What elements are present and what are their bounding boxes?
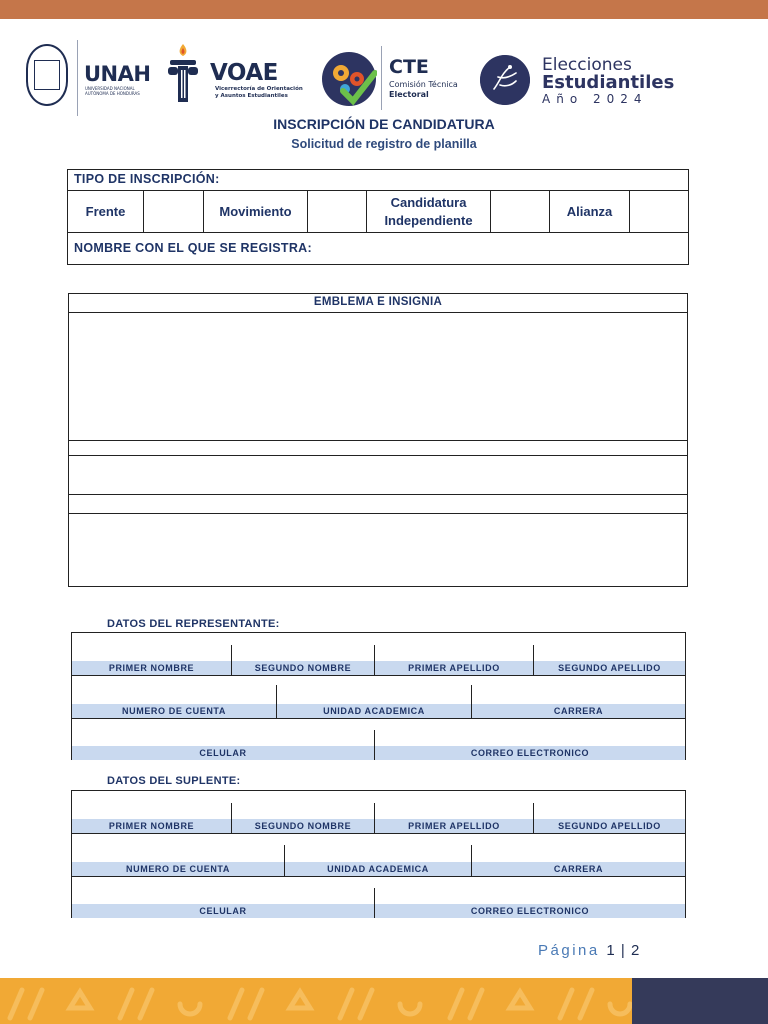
cte-logo-text: CTE: [389, 56, 429, 78]
segundo-apellido-label: SEGUNDO APELLIDO: [534, 819, 685, 833]
option-independiente-checkbox[interactable]: [491, 191, 550, 232]
emblema-image-area[interactable]: [69, 314, 687, 440]
option-frente-label: Frente: [68, 191, 144, 232]
numero-cuenta-label: NUMERO DE CUENTA: [72, 862, 284, 876]
option-movimiento-label: Movimiento: [204, 191, 308, 232]
unah-seal-logo: [26, 44, 68, 106]
page-current: 1 | 2: [606, 942, 641, 959]
header-logos: [0, 36, 768, 122]
voae-subtitle-line1: Vicerrectoría de Orientación: [215, 86, 303, 92]
emblema-field[interactable]: [69, 456, 687, 494]
elecciones-line2: Estudiantiles: [542, 72, 675, 93]
option-alianza-label: Alianza: [550, 191, 630, 232]
carrera-label: CARRERA: [472, 704, 685, 718]
cte-subtitle-line1: Comisión Técnica: [389, 80, 458, 89]
page-number: [538, 942, 640, 959]
footer-band: [0, 978, 768, 1024]
unidad-academica-label: UNIDAD ACADEMICA: [285, 862, 471, 876]
suplente-grid: [71, 790, 686, 918]
numero-cuenta-label: NUMERO DE CUENTA: [72, 704, 276, 718]
independiente-line1: Candidatura: [390, 194, 467, 210]
tipo-heading: TIPO DE INSCRIPCIÓN:: [68, 170, 688, 191]
insignia-field[interactable]: [69, 514, 687, 586]
cte-gears-logo: [321, 51, 377, 107]
divider: [72, 876, 685, 877]
tipo-options-row: [68, 191, 688, 233]
primer-nombre-label: PRIMER NOMBRE: [72, 661, 231, 675]
elecciones-year: Año 2024: [542, 92, 648, 106]
cte-logo-subtitle: [389, 80, 458, 99]
document-subtitle: Solicitud de registro de planilla: [291, 137, 477, 151]
elecciones-logo: [480, 55, 530, 105]
primer-apellido-label: PRIMER APELLIDO: [375, 661, 533, 675]
emblema-heading: EMBLEMA E INSIGNIA: [69, 294, 687, 313]
footer-navy-block: [632, 978, 768, 1024]
divider: [69, 440, 687, 441]
primer-apellido-label: PRIMER APELLIDO: [375, 819, 533, 833]
divider: [72, 833, 685, 834]
page-label: Página: [538, 942, 600, 959]
representante-heading: DATOS DEL REPRESENTANTE:: [107, 618, 280, 630]
elecciones-line1: Elecciones: [542, 55, 632, 75]
tipo-inscripcion-table: [67, 169, 689, 265]
representante-grid: [71, 632, 686, 760]
correo-label: CORREO ELECTRONICO: [375, 904, 685, 918]
option-movimiento-checkbox[interactable]: [308, 191, 367, 232]
segundo-nombre-label: SEGUNDO NOMBRE: [232, 819, 374, 833]
nombre-registro-field[interactable]: NOMBRE CON EL QUE SE REGISTRA:: [74, 241, 312, 255]
emblema-table: [68, 293, 688, 587]
voae-logo-subtitle: [215, 86, 305, 99]
top-accent-bar: [0, 0, 768, 19]
celular-label: CELULAR: [72, 746, 374, 760]
divider: [72, 718, 685, 719]
voae-subtitle-line2: y Asuntos Estudiantiles: [215, 92, 288, 99]
unah-logo-text: UNAH: [84, 62, 151, 86]
cte-subtitle-line2: Electoral: [389, 89, 429, 99]
divider: [381, 46, 382, 110]
option-alianza-checkbox[interactable]: [630, 191, 688, 232]
document-title: INSCRIPCIÓN DE CANDIDATURA: [273, 116, 495, 132]
unidad-academica-label: UNIDAD ACADEMICA: [277, 704, 471, 718]
primer-nombre-label: PRIMER NOMBRE: [72, 819, 231, 833]
divider: [77, 40, 78, 116]
correo-label: CORREO ELECTRONICO: [375, 746, 685, 760]
voae-torch-logo: [166, 42, 200, 106]
divider: [69, 494, 687, 495]
option-independiente-label: [367, 191, 491, 232]
voae-logo-text: VOAE: [210, 60, 278, 86]
divider: [72, 675, 685, 676]
independiente-line2: Independiente: [384, 212, 473, 228]
segundo-apellido-label: SEGUNDO APELLIDO: [534, 661, 685, 675]
celular-label: CELULAR: [72, 904, 374, 918]
footer-pattern: [0, 978, 632, 1024]
carrera-label: CARRERA: [472, 862, 685, 876]
segundo-nombre-label: SEGUNDO NOMBRE: [232, 661, 374, 675]
unah-logo-subtitle: UNIVERSIDAD NACIONAL AUTÓNOMA DE HONDURAS: [85, 86, 140, 96]
option-frente-checkbox[interactable]: [144, 191, 204, 232]
suplente-heading: DATOS DEL SUPLENTE:: [107, 775, 241, 787]
